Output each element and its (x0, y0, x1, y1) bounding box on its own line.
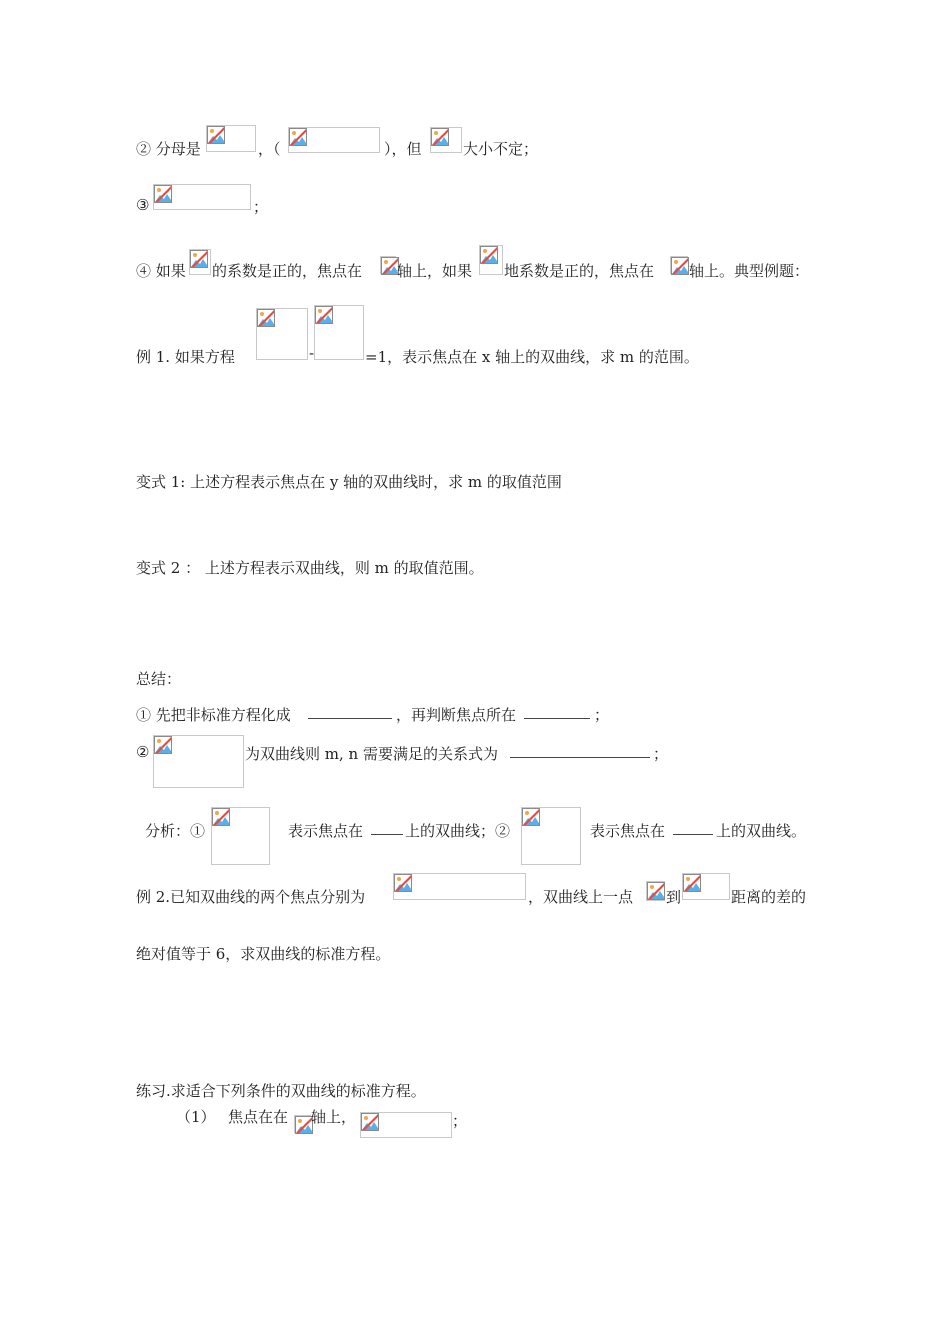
broken-image-icon (207, 126, 225, 144)
broken-image-icon (480, 246, 498, 264)
text: 例 1. 如果方程 (136, 348, 235, 366)
broken-image-icon (431, 128, 449, 146)
item-number: （1） (176, 1108, 216, 1126)
formula-image (479, 245, 503, 275)
text: 轴上， (311, 1108, 357, 1126)
formula-image (360, 1112, 452, 1138)
formula-image (314, 305, 364, 360)
formula-image (288, 127, 380, 153)
broken-image-icon (522, 808, 540, 826)
broken-image-icon (190, 250, 208, 268)
text: ； (594, 706, 610, 724)
text: ，（ (258, 140, 281, 158)
formula-image (153, 184, 251, 210)
broken-image-icon (671, 257, 689, 275)
text: 表示焦点在 (288, 822, 364, 840)
text: 上的双曲线；② (405, 822, 511, 840)
formula-image (393, 873, 526, 900)
text: ； (253, 198, 269, 216)
text: ； (653, 745, 669, 763)
broken-image-icon (315, 306, 333, 324)
blank-line (524, 704, 590, 719)
formula-image (294, 1115, 311, 1133)
text: ② (136, 743, 150, 761)
text: 的系数是正的，焦点在 (212, 262, 363, 280)
broken-image-icon (154, 736, 172, 754)
text: 分析：① (145, 822, 206, 840)
broken-image-icon (394, 874, 412, 892)
formula-image (682, 873, 730, 900)
text: ② 分母是 (136, 140, 201, 158)
formula-image (380, 256, 396, 274)
text: 为双曲线则 m, n 需要满足的关系式为 (245, 745, 498, 763)
text: =1，表示焦点在 x 轴上的双曲线，求 m 的范围。 (365, 348, 699, 366)
text: ，双曲线上一点 (528, 888, 634, 906)
text: ），但 (384, 140, 422, 158)
text: 轴上。典型例题： (689, 262, 810, 280)
blank-line (371, 820, 403, 835)
variant-2: 变式 2 ： 上述方程表示双曲线，则 m 的取值范围。 (136, 559, 484, 577)
blank-line (308, 704, 392, 719)
text: 大小不定； (463, 140, 539, 158)
blank-line (510, 743, 650, 758)
text: 例 2.已知双曲线的两个焦点分别为 (136, 888, 366, 906)
variant-1: 变式 1: 上述方程表示焦点在 y 轴的双曲线时，求 m 的取值范围 (136, 473, 562, 491)
text: ① 先把非标准方程化成 (136, 706, 291, 724)
broken-image-icon (212, 808, 230, 826)
formula-image (153, 735, 244, 788)
broken-image-icon (647, 882, 665, 900)
blank-line (673, 820, 713, 835)
broken-image-icon (289, 128, 307, 146)
formula-image (206, 125, 256, 152)
formula-image (430, 127, 462, 153)
text: 距离的差的 (731, 888, 807, 906)
broken-image-icon (683, 874, 701, 892)
text: ④ 如果 (136, 262, 186, 280)
text: ③ (136, 196, 150, 214)
formula-image (211, 807, 270, 865)
broken-image-icon (361, 1113, 379, 1131)
text: 焦点在在 (228, 1108, 289, 1126)
broken-image-icon (257, 309, 275, 327)
summary-title: 总结： (136, 670, 182, 688)
text: 绝对值等于 6，求双曲线的标准方程。 (136, 945, 391, 963)
formula-image (670, 256, 688, 274)
formula-image (189, 249, 211, 275)
text: 地系数是正的，焦点在 (504, 262, 655, 280)
formula-image (646, 881, 665, 901)
broken-image-icon (154, 185, 172, 203)
text: ； (452, 1112, 468, 1130)
text: 轴上，如果 (397, 262, 473, 280)
minus: - (309, 344, 315, 362)
formula-image (256, 308, 308, 360)
text: 表示焦点在 (590, 822, 666, 840)
text: 到 (666, 888, 682, 906)
formula-image (521, 807, 581, 865)
text: 上的双曲线。 (716, 822, 807, 840)
text: ，再判断焦点所在 (396, 706, 517, 724)
practice-title: 练习.求适合下列条件的双曲线的标准方程。 (136, 1082, 426, 1100)
